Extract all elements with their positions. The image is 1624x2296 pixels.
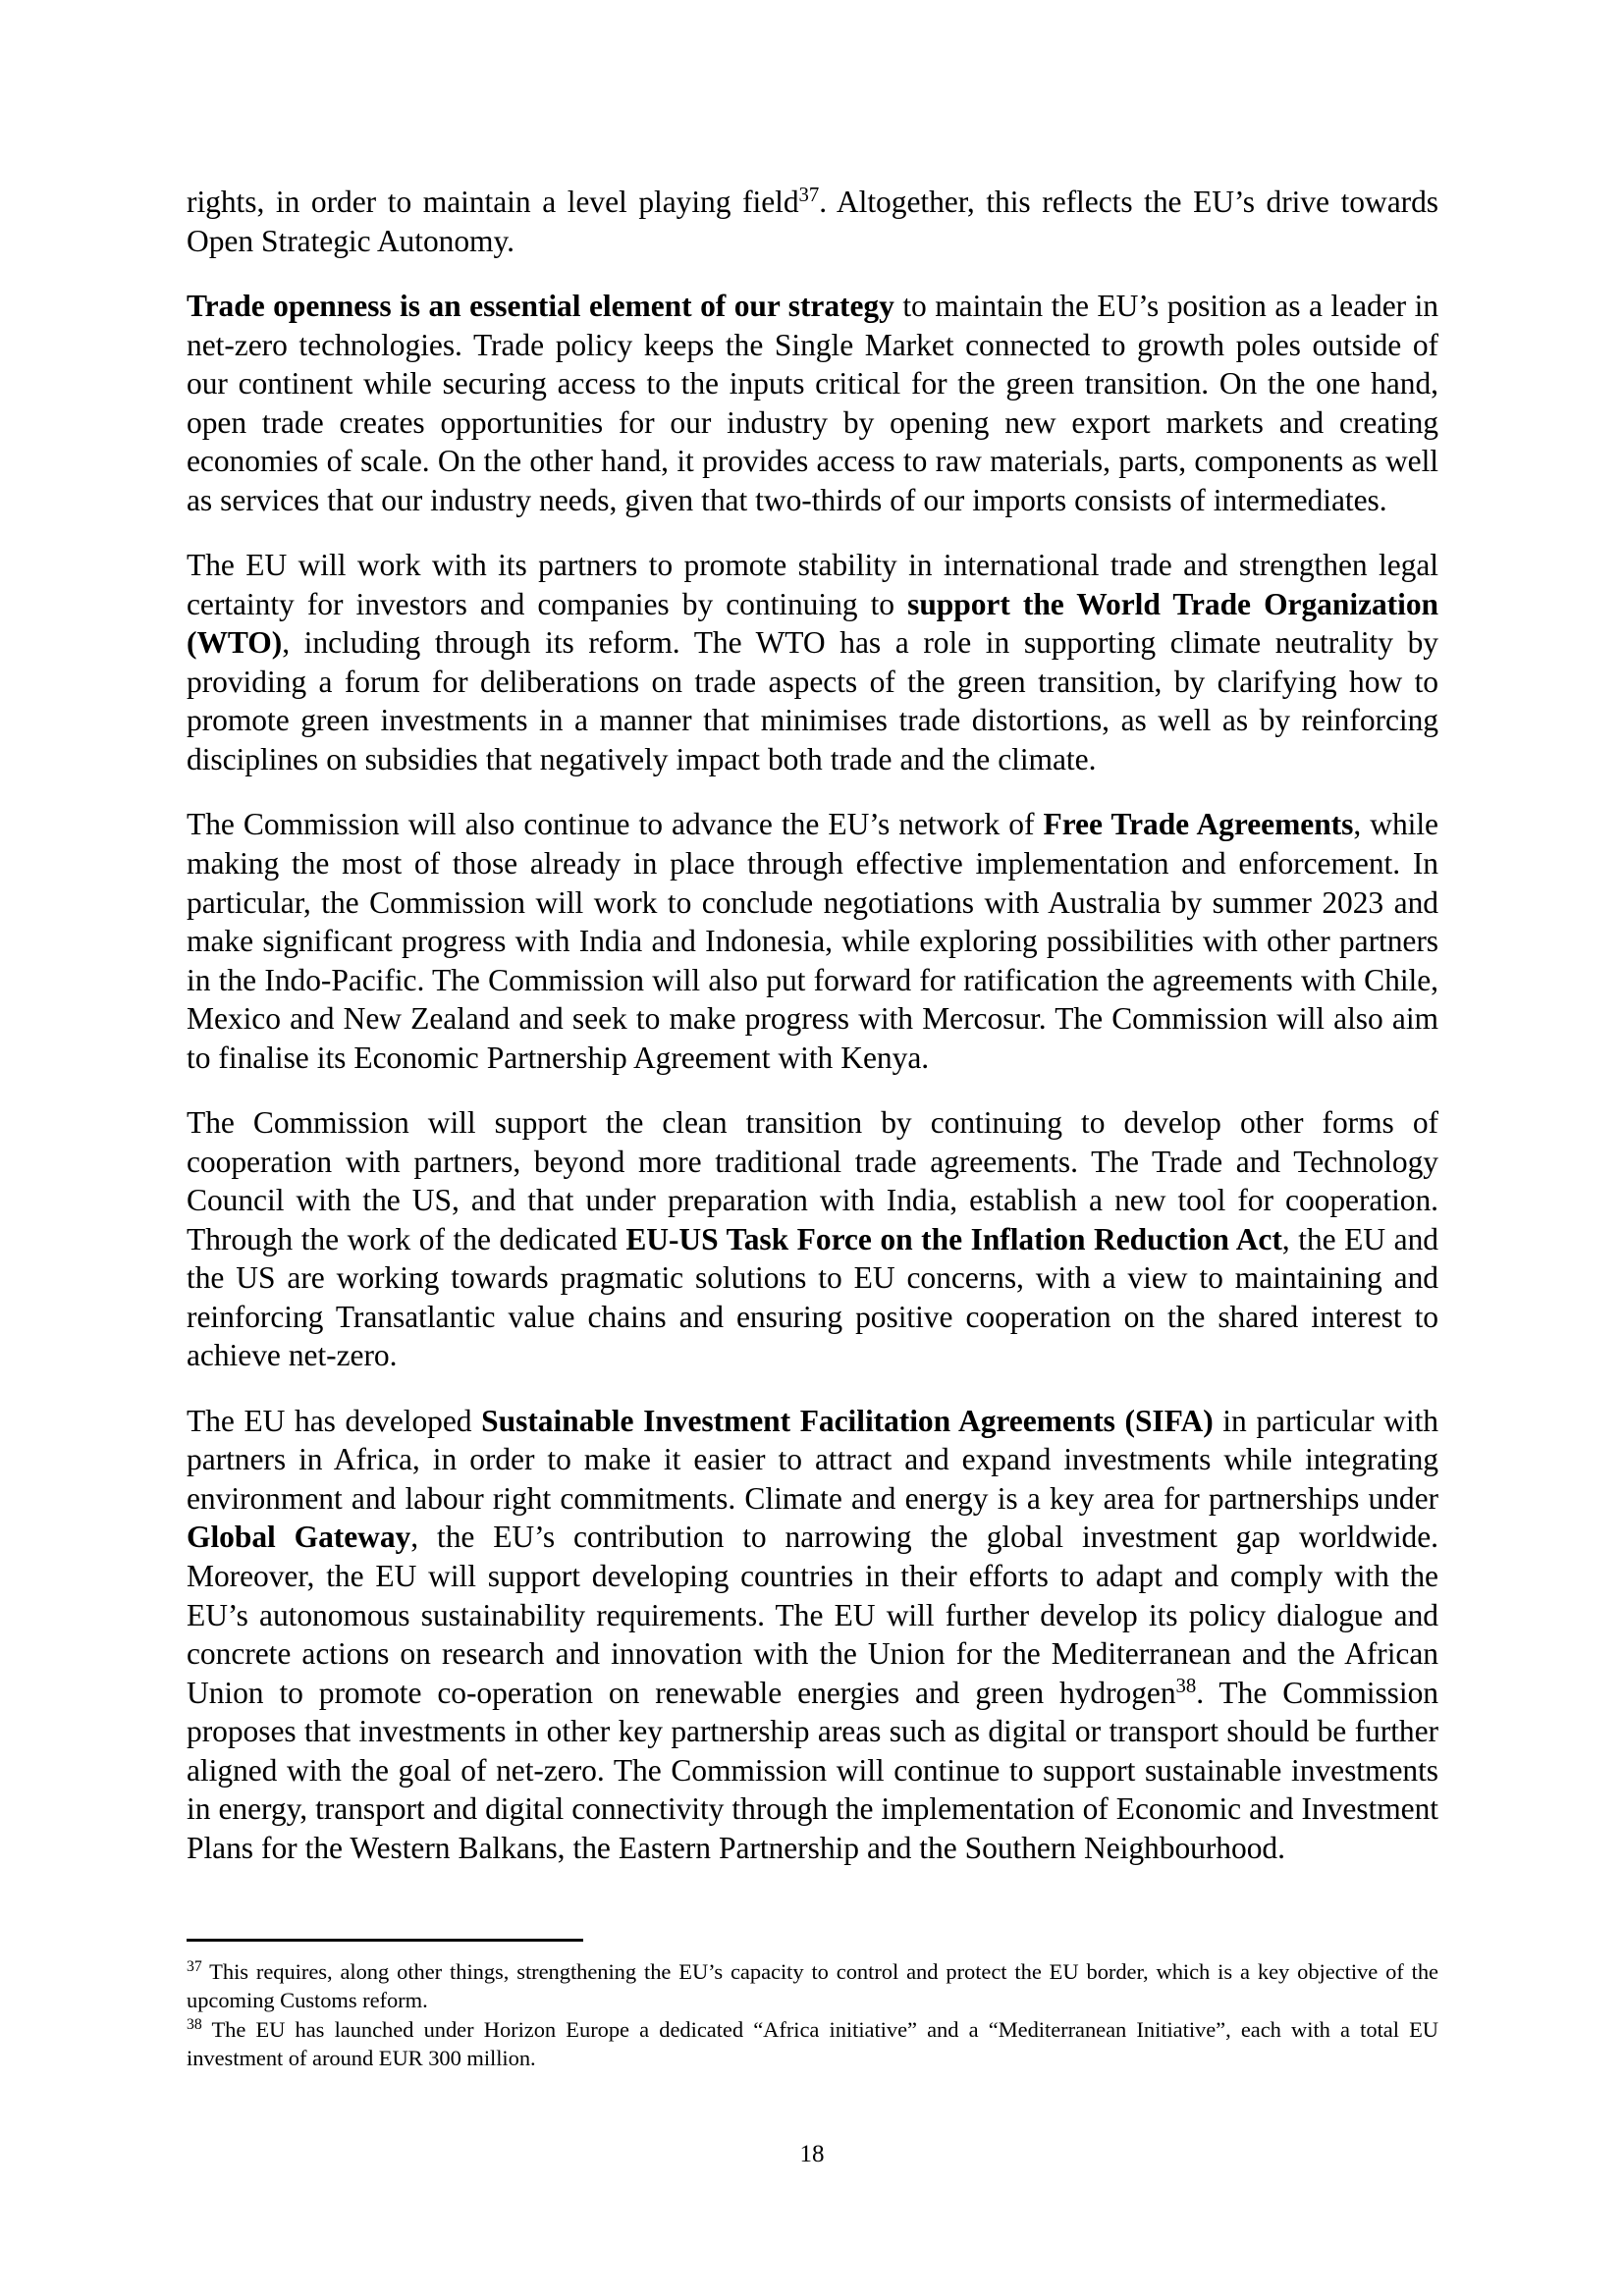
text-run: . Altogether, this reflects the EU’s drive towards Open Strategic Autonomy. [187, 185, 1438, 258]
footnote-number: 37 [187, 1958, 202, 1976]
emphasis-bold: Free Trade Agreements [1043, 807, 1354, 842]
text-run: rights, in order to maintain a level playing field [187, 185, 799, 219]
text-run: , while making the most of those already in place through effective implementation and enforcement. In particular, the Commission will work to conclude negotiations with Australia by summer 2023 and make significant progress with India and Indonesia, while exploring possibilities with other partners in the Indo-Pacific. The Commission will also put forward for ratification the agreements with Chile, Mexico and New Zealand and seek to make progress with Mercosur. The Commission will also aim to finalise its Economic Partnership Agreement with Kenya. [187, 807, 1438, 1075]
paragraph [187, 805, 1438, 1077]
footnote [187, 1957, 1438, 2015]
footnote-reference-marker: 37 [798, 184, 820, 207]
text-run: , the EU’s contribution to narrowing the global investment gap worldwide. Moreover, the EU will support developing countries in their efforts to adapt and comply with the EU’s autonomous sustainability requirements. The EU will further develop its policy dialogue and concrete actions on research and innovation with the Union for the Mediterranean and the African Union to promote co-operation on renewable energies and green hydrogen [187, 1520, 1439, 1710]
footnote-text: This requires, along other things, strengthening the EU’s capacity to control and protect the EU border, which is a key objective of the upcoming Customs reform. [187, 1959, 1438, 2013]
text-run: to maintain the EU’s position as a leader in net-zero technologies. Trade policy keeps the Single Market connected to growth poles outside of our continent while securing access to the inputs critical for the green transition. On the one hand, open trade creates opportunities for our industry by opening new export markets and creating economies of scale. On the other hand, it provides access to raw materials, parts, components as well as services that our industry needs, given that two-thirds of our imports consists of intermediates. [187, 289, 1438, 517]
footnote [187, 2015, 1438, 2073]
text-run: The EU has developed [187, 1403, 482, 1438]
page-body-text [187, 183, 1438, 1867]
text-run: The Commission will also continue to advance the EU’s network of [187, 807, 1044, 842]
text-run: . The Commission proposes that investments in other key partnership areas such as digital or transport should be further aligned with the goal of net-zero. The Commission will continue to support sustainable investments in energy, transport and digital connectivity through the implementation of Economic and Investment Plans for the Western Balkans, the Eastern Partnership and the Southern Neighbourhood. [187, 1675, 1438, 1865]
text-run: , including through its reform. The WTO has a role in supporting climate neutrality by providing a forum for deliberations on trade aspects of the green transition, by clarifying how to promote green investments in a manner that minimises trade distortions, as well as by reinforcing disciplines on subsidies that negatively impact both trade and the climate. [187, 625, 1438, 776]
emphasis-bold: EU-US Task Force on the Inflation Reduction Act [625, 1221, 1282, 1256]
paragraph [187, 183, 1438, 260]
text-run: , the EU and the US are working towards pragmatic solutions to EU concerns, with a view to maintaining and reinforcing Transatlantic value chains and ensuring positive cooperation on the shared interest to achieve net-zero. [187, 1221, 1438, 1373]
paragraph [187, 1103, 1438, 1375]
emphasis-bold: support the World Trade Organization (WTO) [187, 586, 1438, 661]
paragraph [187, 1402, 1438, 1867]
footnote-number: 38 [187, 2015, 202, 2033]
page-number: 18 [799, 2141, 825, 2167]
footnote-section [187, 1939, 1438, 2072]
emphasis-bold: Sustainable Investment Facilitation Agreements (SIFA) [481, 1403, 1214, 1438]
emphasis-bold: Trade openness is an essential element of our strategy [187, 289, 894, 324]
text-run: in particular with partners in Africa, in order to make it easier to attract and expand investments while integrating environment and labour right commitments. Climate and energy is a key area for partnerships under [187, 1403, 1438, 1516]
footnote-separator-rule [187, 1939, 583, 1942]
emphasis-bold: Global Gateway [187, 1520, 411, 1555]
footnote-text: The EU has launched under Horizon Europe a dedicated “Africa initiative” and a “Mediterranean Initiative”, each with a total EU investment of around EUR 300 million. [187, 2016, 1438, 2070]
paragraph [187, 546, 1438, 778]
text-run: The EU will work with its partners to promote stability in international trade and strengthen legal certainty for investors and companies by continuing to [187, 548, 1438, 621]
footnote-reference-marker: 38 [1175, 1674, 1197, 1697]
text-run: The Commission will support the clean transition by continuing to develop other forms of cooperation with partners, beyond more traditional trade agreements. The Trade and Technology Council with the US, and that under preparation with India, establish a new tool for cooperation. Through the work of the dedicated [187, 1105, 1438, 1256]
paragraph [187, 287, 1438, 519]
